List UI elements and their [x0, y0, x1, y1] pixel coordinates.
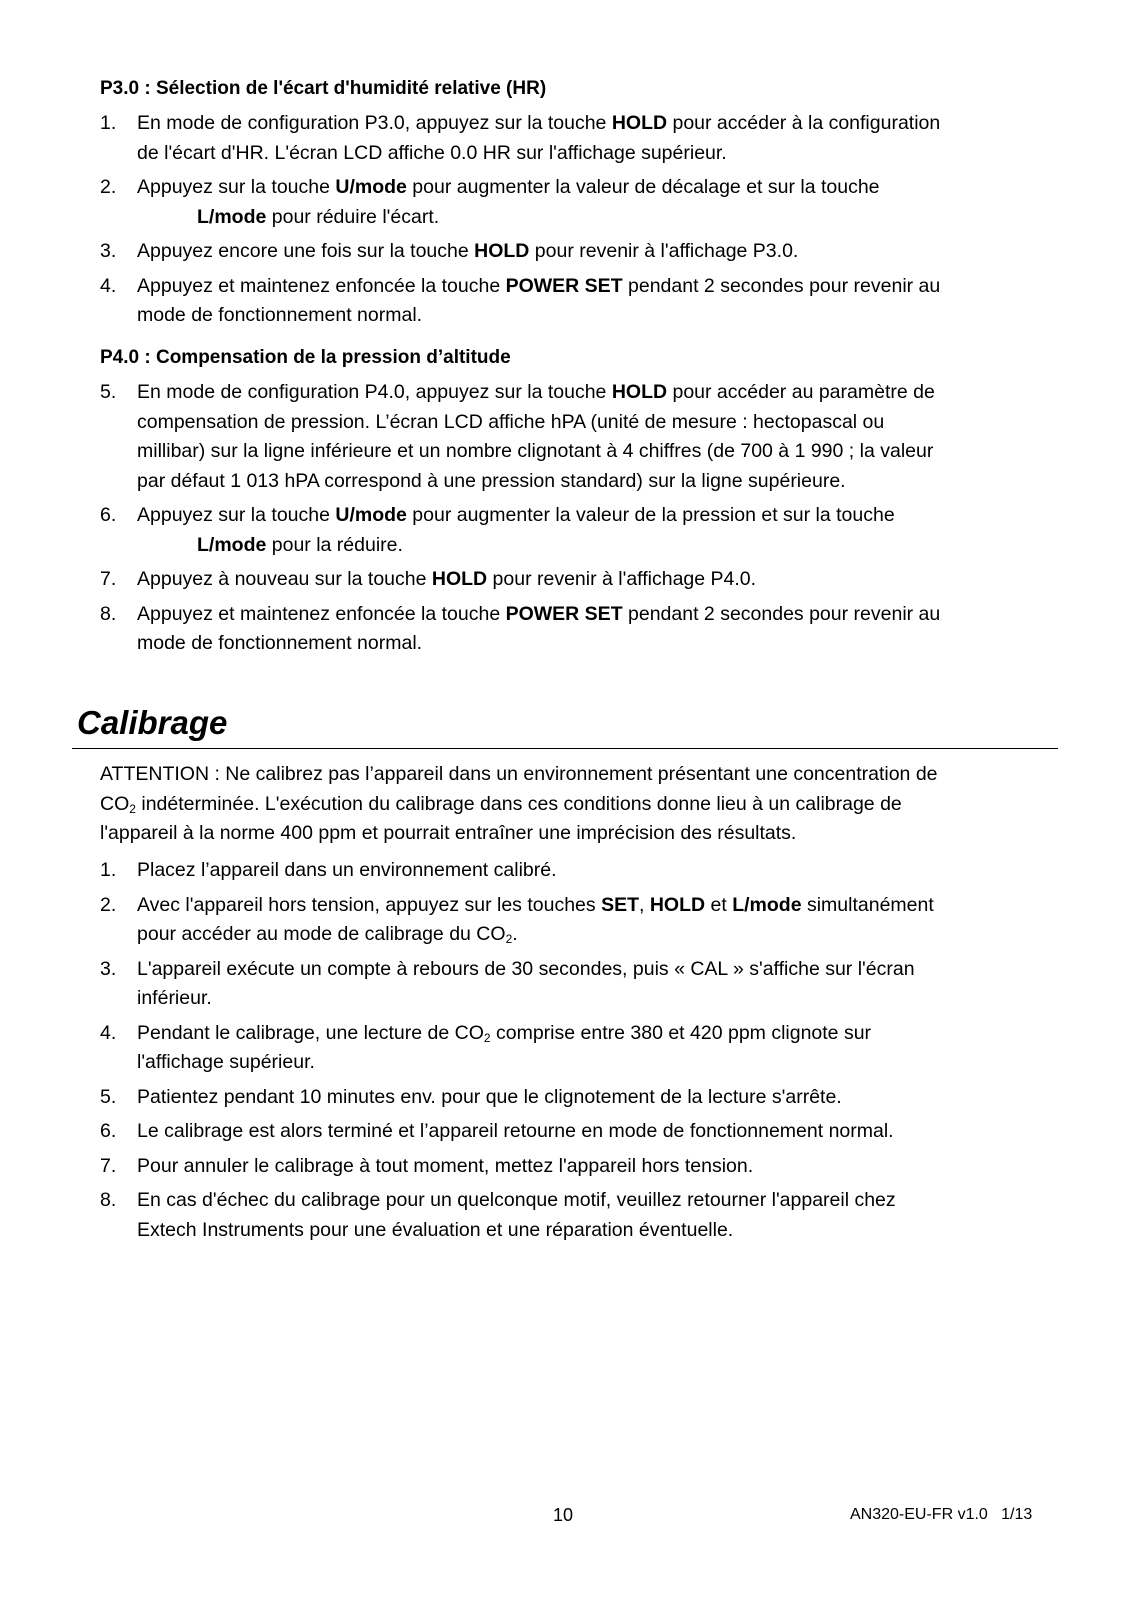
list-item: 2. Appuyez sur la touche U/mode pour augmenter la valeur de décalage et sur la touche L/mode pour réduire l'écart. [100, 173, 1050, 232]
list-number: 2. [100, 893, 117, 916]
list-item: 1. En mode de configuration P3.0, appuyez sur la touche HOLD pour accéder à la configuration de l'écart d'HR. L'écran LCD affiche 0.0 HR sur l'affichage supérieur. [100, 109, 1050, 168]
p4-list [100, 378, 1050, 664]
list-item: 6. Le calibrage est alors terminé et l’appareil retourne en mode de fonctionnement normal. [100, 1117, 1050, 1147]
p4-heading: P4.0 : Compensation de la pression d’altitude [100, 347, 511, 368]
list-item: 6. Appuyez sur la touche U/mode pour augmenter la valeur de la pression et sur la touche L/mode pour la réduire. [100, 501, 1050, 560]
list-item: 8. Appuyez et maintenez enfoncée la touche POWER SET pendant 2 secondes pour revenir au mode de fonctionnement normal. [100, 600, 1050, 659]
list-item: 5. Patientez pendant 10 minutes env. pour que le clignotement de la lecture s'arrête. [100, 1083, 1050, 1113]
list-item: 7. Pour annuler le calibrage à tout moment, mettez l'appareil hors tension. [100, 1152, 1050, 1182]
list-item: 2. Avec l'appareil hors tension, appuyez sur les touches SET, HOLD et L/mode simultanément pour accéder au mode de calibrage du $CO_2$. [100, 891, 1050, 950]
list-number: 8. [100, 1189, 117, 1211]
list-number: 4. [100, 1021, 117, 1044]
list-item: 1. Placez l’appareil dans un environnement calibré. [100, 856, 1050, 886]
list-number: 5. [100, 1085, 117, 1108]
list-number: 6. [100, 504, 117, 526]
section-title: Calibrage [77, 704, 228, 741]
warning-note: ATTENTION : Ne calibrez pas l’appareil dans un environnement présentant une concentration de $CO_2$ indéterminée. L'exécution du calibrage dans ces conditions donne lieu à un calibrage de l'appareil à la norme 400 ppm et pourrait entraîner une imprécision des résultats. [100, 763, 938, 844]
document-id: AN320-EU-FR v1.0 1/13 [850, 1506, 1033, 1523]
calibration-steps [100, 856, 1050, 1250]
list-item: 7. Appuyez à nouveau sur la touche HOLD pour revenir à l'affichage P4.0. [100, 565, 1050, 595]
list-number: 5. [100, 381, 117, 403]
list-item: 4. Pendant le calibrage, une lecture de $CO_2$ comprise entre 380 et 420 ppm clignote sur l'affichage supérieur. [100, 1019, 1050, 1078]
p3-list [100, 109, 1050, 336]
list-number: 1. [100, 859, 117, 881]
list-number: 7. [100, 568, 117, 590]
list-item: 4. Appuyez et maintenez enfoncée la touche POWER SET pendant 2 secondes pour revenir au mode de fonctionnement normal. [100, 272, 1050, 331]
list-number: 3. [100, 240, 117, 262]
list-number: 4. [100, 274, 117, 297]
list-number: 3. [100, 957, 117, 980]
section-divider [72, 748, 1058, 749]
list-number: 6. [100, 1120, 117, 1142]
list-number: 2. [100, 176, 117, 198]
list-item: 8. En cas d'échec du calibrage pour un quelconque motif, veuillez retourner l'appareil chez Extech Instruments pour une évaluation et une réparation éventuelle. [100, 1186, 1050, 1245]
page-number: 10 [553, 1505, 574, 1525]
list-number: 8. [100, 602, 117, 625]
p3-heading: P3.0 : Sélection de l'écart d'humidité relative (HR) [100, 78, 547, 99]
list-item: 3. L'appareil exécute un compte à rebours de 30 secondes, puis « CAL » s'affiche sur l'écran inférieur. [100, 955, 1050, 1014]
list-number: 7. [100, 1154, 117, 1177]
list-item: 3. Appuyez encore une fois sur la touche HOLD pour revenir à l'affichage P3.0. [100, 237, 1050, 267]
list-number: 1. [100, 112, 117, 134]
list-item: 5. En mode de configuration P4.0, appuyez sur la touche HOLD pour accéder au paramètre de compensation de pression. L’écran LCD affiche hPA (unité de mesure : hectopascal ou millibar) sur la ligne inférieure et un nombre clignotant à 4 chiffres (de 700 à 1 990 ; la valeur par défaut 1 013 hPA correspond à une pression standard) sur la ligne supérieure. [100, 378, 1050, 496]
